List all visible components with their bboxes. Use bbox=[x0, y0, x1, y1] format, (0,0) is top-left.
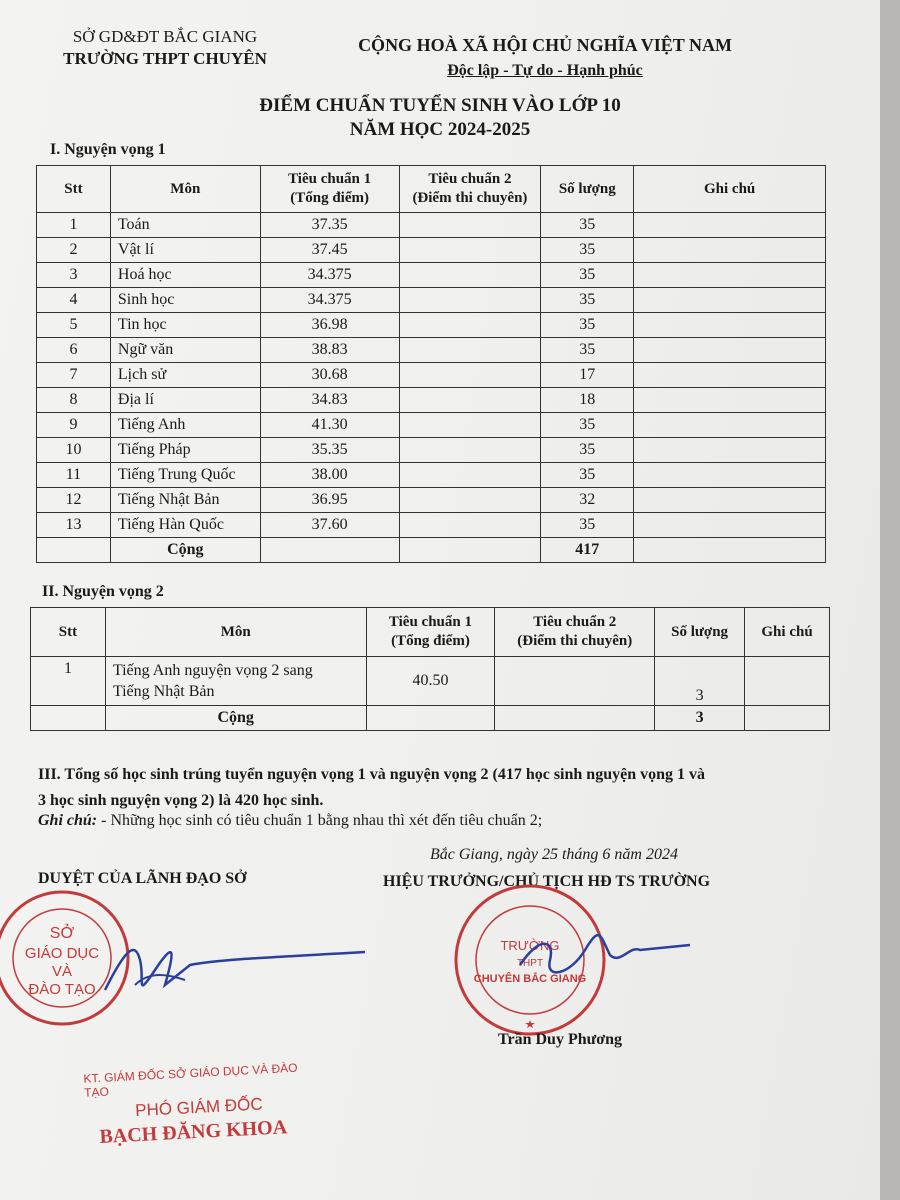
summary-line-2: 3 học sinh nguyện vọng 2) là 420 học sinh. bbox=[38, 792, 324, 809]
cell-ghi-chu bbox=[634, 388, 826, 413]
document-title bbox=[230, 94, 650, 142]
cell-stt: 3 bbox=[37, 263, 111, 288]
principal-title: HIỆU TRƯỞNG/CHỦ TỊCH HĐ TS TRƯỜNG bbox=[383, 873, 711, 890]
cell-tieu-chuan-2 bbox=[399, 288, 541, 313]
cell-ghi-chu bbox=[634, 213, 826, 238]
approver-position-2: PHÓ GIÁM ĐỐC bbox=[134, 1094, 264, 1121]
col-tc1-line2: (Tổng điểm) bbox=[391, 633, 470, 649]
approver-signature-icon bbox=[95, 930, 385, 1010]
summary-line-1: III. Tổng số học sinh trúng tuyển nguyện vọng 1 và nguyện vọng 2 (417 học sinh nguyện vọng 1 và bbox=[38, 766, 705, 783]
cell-so-luong: 35 bbox=[541, 413, 634, 438]
table-row bbox=[37, 488, 826, 513]
cell-tieu-chuan-2 bbox=[399, 313, 541, 338]
col-so-luong: Số lượng bbox=[655, 608, 745, 657]
cell-tieu-chuan-2 bbox=[399, 338, 541, 363]
section-2-heading: II. Nguyện vọng 2 bbox=[42, 583, 164, 600]
total-label: Cộng bbox=[110, 538, 260, 563]
issuer-dept: SỞ GD&ĐT BẮC GIANG bbox=[72, 27, 258, 46]
note-line bbox=[38, 812, 848, 830]
col-tieu-chuan-2 bbox=[399, 166, 541, 213]
total-label: Cộng bbox=[105, 706, 366, 731]
cell-so-luong: 3 bbox=[655, 657, 745, 706]
col-tc2-line2: (Điểm thi chuyên) bbox=[517, 633, 633, 649]
cell-so-luong: 17 bbox=[541, 363, 634, 388]
principal-name: Trần Duy Phương bbox=[498, 1031, 622, 1048]
cell-ghi-chu bbox=[634, 463, 826, 488]
col-mon: Môn bbox=[105, 608, 366, 657]
cell-stt: 12 bbox=[37, 488, 111, 513]
cell-tieu-chuan-1: 34.375 bbox=[260, 263, 399, 288]
stamp-text: VÀ bbox=[51, 963, 73, 980]
cell-mon: Sinh học bbox=[110, 288, 260, 313]
summary-paragraph bbox=[38, 762, 848, 814]
cell-ghi-chu bbox=[634, 313, 826, 338]
cell-so-luong: 35 bbox=[541, 213, 634, 238]
cell-tieu-chuan-1: 30.68 bbox=[260, 363, 399, 388]
cell-stt: 5 bbox=[37, 313, 111, 338]
republic-name: CỘNG HOÀ XÃ HỘI CHỦ NGHĨA VIỆT NAM bbox=[358, 35, 732, 55]
cell-so-luong: 35 bbox=[541, 288, 634, 313]
cell-tieu-chuan-2 bbox=[399, 463, 541, 488]
cell-tieu-chuan-2 bbox=[399, 238, 541, 263]
col-tieu-chuan-2 bbox=[495, 608, 655, 657]
col-ghi-chu: Ghi chú bbox=[745, 608, 830, 657]
table-row bbox=[37, 263, 826, 288]
col-tc1-line1: Tiêu chuẩn 1 bbox=[388, 614, 472, 630]
total-empty-cell bbox=[745, 706, 830, 731]
approver-name: BẠCH ĐĂNG KHOA bbox=[98, 1116, 288, 1149]
principal-signature-icon bbox=[500, 925, 700, 985]
table-row bbox=[37, 238, 826, 263]
col-tc1-line1: Tiêu chuẩn 1 bbox=[288, 171, 372, 187]
cell-so-luong: 18 bbox=[541, 388, 634, 413]
total-value: 3 bbox=[655, 706, 745, 731]
cell-tieu-chuan-2 bbox=[399, 488, 541, 513]
table-row bbox=[37, 338, 826, 363]
cell-so-luong: 35 bbox=[541, 338, 634, 363]
cell-mon: Tiếng Nhật Bản bbox=[110, 488, 260, 513]
table-row bbox=[37, 513, 826, 538]
note-label: Ghi chú: bbox=[38, 812, 98, 829]
cell-stt: 7 bbox=[37, 363, 111, 388]
section-1-heading: I. Nguyện vọng 1 bbox=[50, 141, 166, 158]
cell-mon: Tiếng Trung Quốc bbox=[110, 463, 260, 488]
cell-tieu-chuan-1: 37.35 bbox=[260, 213, 399, 238]
background-edge bbox=[880, 0, 900, 1200]
table-row bbox=[37, 213, 826, 238]
total-value: 417 bbox=[541, 538, 634, 563]
cell-tieu-chuan-2 bbox=[495, 657, 655, 706]
table-row bbox=[37, 413, 826, 438]
cell-mon: Hoá học bbox=[110, 263, 260, 288]
total-empty-cell bbox=[260, 538, 399, 563]
cell-ghi-chu bbox=[634, 288, 826, 313]
cell-ghi-chu bbox=[634, 513, 826, 538]
cell-tieu-chuan-1: 38.83 bbox=[260, 338, 399, 363]
cell-ghi-chu bbox=[634, 238, 826, 263]
total-empty-cell bbox=[366, 706, 495, 731]
col-mon: Môn bbox=[110, 166, 260, 213]
cell-mon: Tin học bbox=[110, 313, 260, 338]
table-total-row bbox=[37, 538, 826, 563]
cell-tieu-chuan-1: 37.45 bbox=[260, 238, 399, 263]
stamp-text: THPT bbox=[516, 958, 544, 969]
table-row bbox=[37, 313, 826, 338]
cell-tieu-chuan-2 bbox=[399, 413, 541, 438]
issuer-school: TRƯỜNG THPT CHUYÊN bbox=[63, 49, 267, 68]
cell-ghi-chu bbox=[634, 338, 826, 363]
col-stt: Stt bbox=[31, 608, 106, 657]
signing-date: Bắc Giang, ngày 25 tháng 6 năm 2024 bbox=[430, 846, 678, 863]
cell-mon: Tiếng Pháp bbox=[110, 438, 260, 463]
cell-mon: Tiếng Anh bbox=[110, 413, 260, 438]
cell-tieu-chuan-1: 34.83 bbox=[260, 388, 399, 413]
cell-mon: Địa lí bbox=[110, 388, 260, 413]
cell-tieu-chuan-1: 34.375 bbox=[260, 288, 399, 313]
col-tieu-chuan-1 bbox=[366, 608, 495, 657]
cell-stt: 11 bbox=[37, 463, 111, 488]
cell-so-luong: 32 bbox=[541, 488, 634, 513]
col-tc1-line2: (Tổng điểm) bbox=[290, 190, 369, 206]
cell-tieu-chuan-1: 35.35 bbox=[260, 438, 399, 463]
cell-tieu-chuan-1: 41.30 bbox=[260, 413, 399, 438]
col-tc2-line2: (Điểm thi chuyên) bbox=[412, 190, 528, 206]
col-tieu-chuan-1 bbox=[260, 166, 399, 213]
col-so-luong: Số lượng bbox=[541, 166, 634, 213]
cell-tieu-chuan-1: 37.60 bbox=[260, 513, 399, 538]
cell-tieu-chuan-1: 36.95 bbox=[260, 488, 399, 513]
national-motto: Độc lập - Tự do - Hạnh phúc bbox=[447, 62, 643, 79]
total-empty-cell bbox=[634, 538, 826, 563]
approver-position-1: KT. GIÁM ĐỐC SỞ GIÁO DỤC VÀ ĐÀO TẠO bbox=[83, 1060, 298, 1100]
cell-tieu-chuan-2 bbox=[399, 213, 541, 238]
cell-stt: 10 bbox=[37, 438, 111, 463]
table-row bbox=[37, 363, 826, 388]
cell-so-luong: 35 bbox=[541, 263, 634, 288]
stamp-text: SỞ bbox=[49, 925, 75, 942]
cell-stt: 2 bbox=[37, 238, 111, 263]
cell-tieu-chuan-2 bbox=[399, 438, 541, 463]
title-line-2: NĂM HỌC 2024-2025 bbox=[349, 119, 531, 140]
table-body bbox=[37, 213, 826, 538]
total-empty-cell bbox=[31, 706, 106, 731]
cell-tieu-chuan-2 bbox=[399, 513, 541, 538]
cell-stt: 8 bbox=[37, 388, 111, 413]
total-empty-cell bbox=[399, 538, 541, 563]
cell-mon: Lịch sử bbox=[110, 363, 260, 388]
cell-stt: 1 bbox=[37, 213, 111, 238]
cell-stt: 9 bbox=[37, 413, 111, 438]
cell-tieu-chuan-1: 40.50 bbox=[366, 657, 495, 706]
cell-tieu-chuan-2 bbox=[399, 388, 541, 413]
cell-mon bbox=[105, 657, 366, 706]
cell-so-luong: 35 bbox=[541, 313, 634, 338]
cell-stt: 13 bbox=[37, 513, 111, 538]
cell-mon: Vật lí bbox=[110, 238, 260, 263]
cell-so-luong: 35 bbox=[541, 513, 634, 538]
col-tc2-line1: Tiêu chuẩn 2 bbox=[533, 614, 617, 630]
issuer-block bbox=[40, 26, 290, 70]
note-text: - Những học sinh có tiêu chuẩn 1 bằng nhau thì xét đến tiêu chuẩn 2; bbox=[97, 812, 543, 829]
table-total-row bbox=[31, 706, 830, 731]
cell-ghi-chu bbox=[634, 488, 826, 513]
cell-stt: 1 bbox=[31, 657, 106, 706]
total-empty-cell bbox=[495, 706, 655, 731]
cell-so-luong: 35 bbox=[541, 463, 634, 488]
cell-ghi-chu bbox=[634, 438, 826, 463]
stamp-text: TRƯỜNG bbox=[500, 938, 560, 953]
approver-stamp-block bbox=[83, 1060, 307, 1149]
approver-title: DUYỆT CỦA LÃNH ĐẠO SỞ bbox=[38, 870, 247, 887]
table-header-row bbox=[31, 608, 830, 657]
stamp-text: ĐÀO TẠO bbox=[28, 981, 96, 998]
table-header-row bbox=[37, 166, 826, 213]
table-nguyen-vong-1 bbox=[36, 165, 826, 563]
table-row bbox=[37, 463, 826, 488]
cell-mon-line2: Tiếng Nhật Bản bbox=[112, 683, 215, 700]
cell-ghi-chu bbox=[745, 657, 830, 706]
table-row bbox=[37, 438, 826, 463]
table-row bbox=[37, 288, 826, 313]
cell-mon: Ngữ văn bbox=[110, 338, 260, 363]
cell-so-luong: 35 bbox=[541, 238, 634, 263]
col-stt: Stt bbox=[37, 166, 111, 213]
cell-stt: 6 bbox=[37, 338, 111, 363]
stamp-text: CHUYÊN BẮC GIANG bbox=[473, 973, 587, 985]
cell-ghi-chu bbox=[634, 263, 826, 288]
cell-ghi-chu bbox=[634, 413, 826, 438]
cell-ghi-chu bbox=[634, 363, 826, 388]
cell-tieu-chuan-2 bbox=[399, 263, 541, 288]
title-line-1: ĐIỂM CHUẨN TUYỂN SINH VÀO LỚP 10 bbox=[259, 95, 621, 116]
national-header bbox=[330, 32, 760, 84]
cell-tieu-chuan-1: 36.98 bbox=[260, 313, 399, 338]
cell-mon: Tiếng Hàn Quốc bbox=[110, 513, 260, 538]
table-row bbox=[37, 388, 826, 413]
col-tc2-line1: Tiêu chuẩn 2 bbox=[428, 171, 512, 187]
cell-so-luong: 35 bbox=[541, 438, 634, 463]
table-row bbox=[31, 657, 830, 706]
table-nguyen-vong-2 bbox=[30, 607, 830, 731]
cell-mon: Toán bbox=[110, 213, 260, 238]
cell-mon-line1: Tiếng Anh nguyện vọng 2 sang bbox=[112, 662, 313, 679]
stamp-text: GIÁO DỤC bbox=[24, 945, 100, 962]
cell-tieu-chuan-1: 38.00 bbox=[260, 463, 399, 488]
col-ghi-chu: Ghi chú bbox=[634, 166, 826, 213]
cell-tieu-chuan-2 bbox=[399, 363, 541, 388]
cell-stt: 4 bbox=[37, 288, 111, 313]
total-empty-cell bbox=[37, 538, 111, 563]
